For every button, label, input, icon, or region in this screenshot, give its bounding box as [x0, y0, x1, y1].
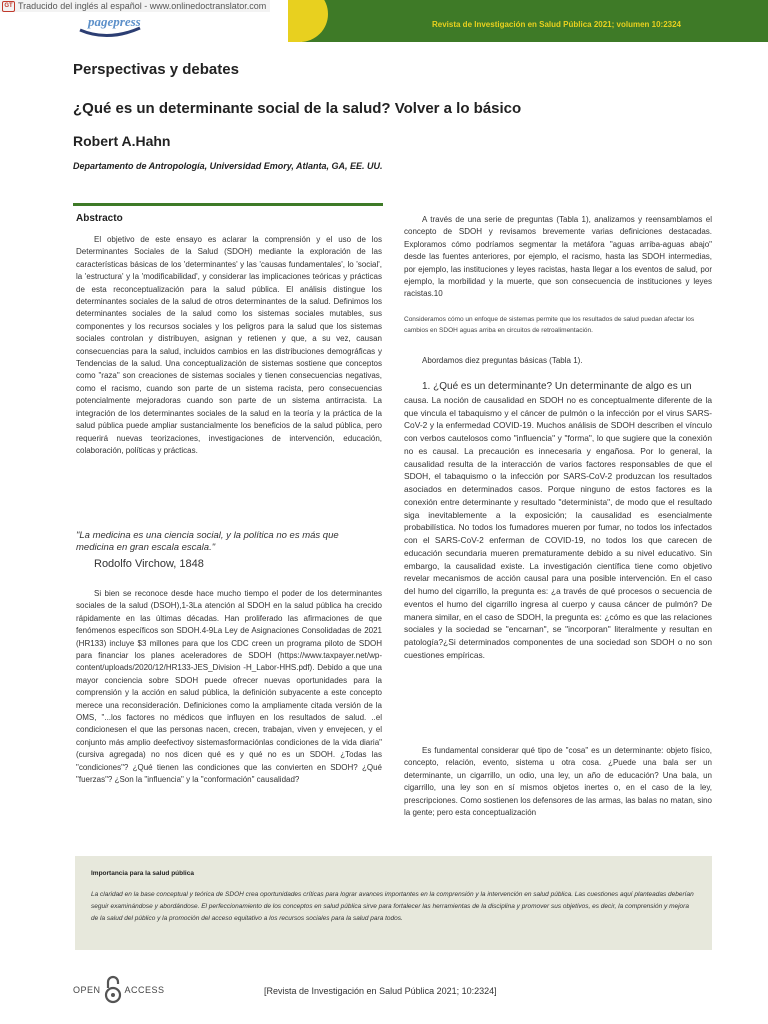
question-1-lead: 1. ¿Qué es un determinante? Un determinante de algo es un [422, 381, 692, 392]
question-1-body: causa. La noción de causalidad en SDOH no es conceptualmente diferente de la que vincula el tabaquismo y el cáncer de pulmón o la infección por el virus SARS-CoV-2 y la enfermedad COVID-19. Muchos análisis de SDOH describen el vínculo con verbos cautelosos como "influencia" y "forma", lo que sugiere que la conexión no es causal. La precaución es innecesaria y engañosa. Por lo general, la causalidad resulta de la interacción de varios factores responsables de que el SDOH, el tabaquismo o la infección por SARS-CoV-2 produzcan los resultados asociados en determinados casos. Porque ninguno de estos factores es la conexión entre determinante y resultado "determinista", de modo que el resultado siga inevitablemente a la exposición; la causalidad es esencialmente probabilística. No todos los fumadores mueren por fumar, no todos los infectados con el SARS-CoV-2 enferman de COVID-19, no todos los que carecen de educación secundaria mueren prematuramente debido a su nivel educativo. Sin embargo, la causalidad existe. La investigación científica tiene como objetivo revelar mecanismos de acción causal para una posible intervención. En el caso del humo del cigarrillo, la pregunta es: ¿a través de qué procesos o secuencia de eventos el humo del cigarrillo ingresa al cuerpo y causa cáncer de pulmón? De manera similar, en el caso de SDOH, la pregunta es: ¿cómo es que las relaciones sociales y la sociedad se "encarnan", se "incorporan" literalmente y resultan en patología?¿Si determinados componentes de una sociedad son SDOH o no son cuestiones empíricas. [404, 394, 712, 660]
article-author: Robert A.Hahn [73, 133, 171, 149]
abstract-text: El objetivo de este ensayo es aclarar la comprensión y el uso de los Determinantes Sociales de la Salud (SDOH) mediante la exploración de las características básicas de los 'determinantes' y las 'causas fundamentales', lo 'social', la 'estructura' y la 'modificabilidad', y considerar las implicaciones teóricas y prácticas de esta reconceptualización para la salud pública. El análisis distingue los determinantes sociales de la salud de otros determinantes de la salud. Definimos los determinantes sociales de la salud como los sistemas sociales mutables, sus componentes y los recursos sociales y los peligros para la salud que los sistemas sociales controlan y distribuyen, asignan y retienen y que, a su vez, causan consecuencias para la salud, incluidos cambios en las distribuciones demográficas y Tendencias de la salud. Una conceptualización de sistemas sostiene que conceptos como "raza" son creaciones de sistemas sociales y tienen consecuencias negativas, como el racismo, cuando son parte de un sistema racista, pero consecuencias potencialmente mejoradoras cuando son parte de un sistema antirracista. La integración de los determinantes sociales de la salud en la teoría y la práctica de la salud pública puede ampliar sustancialmente los beneficios de la salud pública, pero requerirá nuevas teorizaciones, investigaciones de intervención, educación, colaboración, políticas y prácticas. [76, 235, 382, 455]
access-label: ACCESS [124, 985, 165, 995]
right-paragraph-2: Abordamos diez preguntas básicas (Tabla 1). [422, 356, 583, 365]
open-access-lock-icon [103, 975, 123, 1005]
intro-paragraph: Si bien se reconoce desde hace mucho tiempo el poder de los determinantes sociales de la salud (DSOH),1-3La atención al SDOH en la salud pública ha crecido rápidamente en las últimas décadas. Han proliferado las afirmaciones de que fenómenos específicos son SDOH.4-9La Ley de Asignaciones Consolidadas de 2021 (HR133) incluye $3 millones para que los CDC creen un programa piloto de SDOH para financiar los planes aceleradores de SDOH (https://www.taxpayer.net/wp-content/uploads/2020/12/HR133-JES_Division -H_Labor-HHS.pdf). Debido a que una mayor conciencia sobre SDOH puede ofrecer nuevas oportunidades para la comprensión y la acción en salud pública, la definición subyacente a este concepto merece una reconsideración. Definiciones como la ampliamente citada versión de la OMS, "...los factores no médicos que influyen en los resultados de salud. ..el condicionesen el que las personas nacen, crecen, trabajan, viven y envejecen, y el conjunto más amplio deefectivoy sistemasformaciónlas condiciones de la vida diaria" (cursiva agregada) no nos dicen qué es y qué no es un SDOH. ¿Todas las "condiciones"? ¿Qué tienen las condiciones que las convierten en SDOH? ¿Qué "fuerzas"? ¿Son la "influencia" y la "conformación" causalidad? [76, 589, 382, 785]
right-paragraph-3 [404, 381, 712, 662]
logo-text: pagepress [88, 14, 141, 29]
translation-banner[interactable] [0, 0, 270, 12]
right-paragraph-1-note: Consideramos cómo un enfoque de sistemas permite que los resultados de salud puedan afectar los cambios en SDOH aguas arriba en circuitos de retroalimentación. [404, 316, 695, 334]
importance-text: La claridad en la base conceptual y teórica de SDOH crea oportunidades críticas para lograr avances importantes en la comprensión y la intervención en salud pública. Las cuestiones aquí planteadas deberían seguir examinándose y abordándose. El perfeccionamiento de los conceptos en salud pública sirve para fortalecer las herramientas de la disciplina y promover sus objetivos, es decir, la comprensión y mejora de la salud del público y la promoción del acceso equitativo a los recursos sociales para la salud para todos. [91, 891, 694, 922]
importance-box [75, 856, 712, 950]
importance-heading: Importancia para la salud pública [91, 870, 194, 877]
right-paragraph-4: Es fundamental considerar qué tipo de "cosa" es un determinante: objeto físico, concepto, relación, evento, sistema u otra cosa. ¿Puede una bala ser un determinante, un cigarrillo, un odio, una ley, un año de educación? Una bala, un cigarrillo, una ley son en sí mismos objetos inertes o, en el caso de la ley, prescripciones. Como sostienen los defensores de las armas, las balas no matan, sino la gente; pero esta conceptualización [404, 746, 712, 818]
author-affiliation: Departamento de Antropología, Universidad Emory, Atlanta, GA, EE. UU. [73, 161, 383, 171]
translation-banner-text[interactable]: Traducido del inglés al español - www.onlinedoctranslator.com [18, 1, 267, 11]
epigraph-quote: "La medicina es una ciencia social, y la política no es más que medicina en gran escala escala." [76, 530, 339, 553]
abstract-divider [73, 203, 383, 206]
abstract-heading: Abstracto [76, 213, 123, 224]
translate-icon: GT [2, 1, 15, 12]
section-label: Perspectivas y debates [73, 61, 239, 78]
epigraph-author: Rodolfo Virchow, 1848 [94, 558, 204, 570]
right-paragraph-1: A través de una serie de preguntas (Tabla 1), analizamos y reensamblamos el concepto de SDOH y revisamos brevemente varias definiciones destacadas. Exploramos cómo podríamos segmentar la metáfora "aguas arriba-aguas abajo" desde las fuentes anteriores, por ejemplo, el racismo, hasta las SDOH intermedias, por ejemplo, las instituciones y leyes racistas, hasta llegar a los eventos de salud, por ejemplo, la morbilidad y la muerte, que son consecuencia de instituciones y leyes racistas.10 [404, 215, 712, 299]
open-access-badge [73, 975, 165, 1005]
article-title: ¿Qué es un determinante social de la salud? Volver a lo básico [73, 100, 522, 117]
header-citation: Revista de Investigación en Salud Pública 2021; volumen 10:2324 [432, 20, 681, 29]
footer-citation: [Revista de Investigación en Salud Pública 2021; 10:2324] [264, 986, 497, 996]
publisher-logo [78, 14, 158, 40]
open-label: OPEN [73, 985, 101, 995]
